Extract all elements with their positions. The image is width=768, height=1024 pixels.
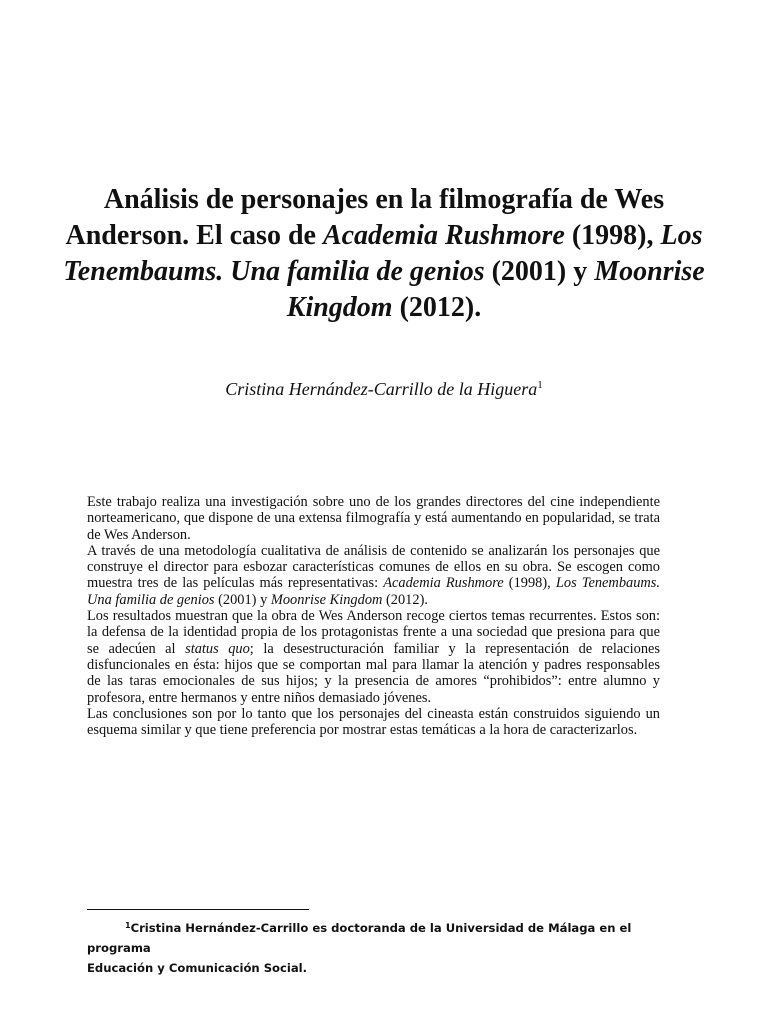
title-film-rushmore: Academia Rushmore	[322, 220, 565, 251]
footnote-number: 1	[125, 921, 131, 930]
footnote-indent	[87, 921, 631, 955]
title-text: (2012).	[392, 292, 482, 323]
title-film-moonrise: Moonrise Kingdom	[286, 256, 705, 323]
abstract-paragraph-2	[87, 543, 660, 608]
footnote-separator	[87, 909, 309, 910]
footnote-line-2: Educación y Comunicación Social.	[87, 961, 308, 975]
abstract-film-moonrise: Moonrise Kingdom	[270, 591, 383, 608]
author-footnote-mark: 1	[537, 379, 543, 391]
abstract-text: ; la desestructuración familiar y la representación de relaciones disfuncionales en ésta: hijos que se comportan mal para llamar la atención y padres responsables de las taras emocionales de sus hijos; y la presencia de amores “prohibidos”: entre alumno y profesora, entre hermanos y entre niños demasiado jóvenes.	[87, 640, 660, 706]
abstract-text: (2001) y	[214, 591, 271, 608]
title-film-tenenbaums: Los Tenembaums. Una familia de genios	[63, 220, 703, 287]
abstract-text: Los resultados muestran que la obra de Wes Anderson recoge ciertos temas recurrentes. Estos son: la defensa de la identidad propia de los protagonistas frente a una sociedad que presiona para que se adecúen al	[87, 608, 660, 657]
abstract-film-rushmore: Academia Rushmore	[383, 575, 504, 592]
title-text: (1998),	[564, 220, 661, 251]
abstract-status-quo: status quo	[185, 640, 250, 657]
title-text: (2001) y	[484, 256, 595, 287]
abstract-text: (1998),	[503, 575, 556, 592]
author-line	[60, 373, 708, 401]
paper-title	[60, 182, 708, 326]
abstract-text: A través de una metodología cualitativa de análisis de contenido se analizarán los personajes que construye el director para esbozar características comunes de ellos en su obra. Se escogen como muestra tres de las películas más representativas:	[87, 542, 660, 592]
footnote-line-1: Cristina Hernández-Carrillo es doctoranda de la Universidad de Málaga en el programa	[87, 921, 632, 955]
abstract-paragraph-3	[87, 608, 660, 706]
title-text: Análisis de personajes en la filmografía de Wes Anderson. El caso de	[65, 184, 665, 251]
abstract-paragraph-4: Las conclusiones son por lo tanto que los personajes del cineasta están construidos siguiendo un esquema similar y que tiene preferencia por mostrar estas temáticas a la hora de caracterizarlos.	[87, 705, 660, 739]
abstract	[87, 494, 660, 738]
author-name: Cristina Hernández-Carrillo de la Higuera	[225, 379, 538, 399]
footnote	[87, 916, 687, 978]
abstract-film-tenenbaums: Los Tenembaums. Una familia de genios	[87, 575, 660, 608]
abstract-text: (2012).	[382, 591, 428, 608]
abstract-paragraph-1: Este trabajo realiza una investigación sobre uno de los grandes directores del cine independiente norteamericano, que dispone de una extensa filmografía y está aumentando en popularidad, se trata de Wes Anderson.	[87, 494, 660, 543]
